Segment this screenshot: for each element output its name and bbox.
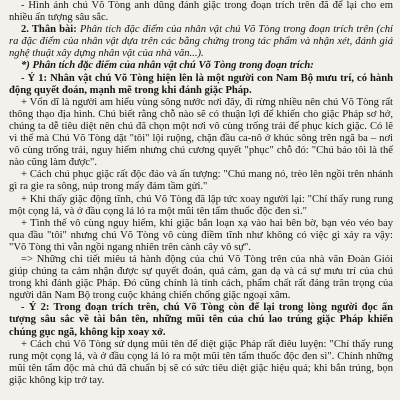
section-label-body: 2. Thân bài: <box>21 24 77 36</box>
section-instruction-body: Phân tích đặc điểm của nhân vật chú Võ Tòng trong đoạn trích trên (chỉ ra đặc điểm của nhân vật dựa trên các bằng chứng trong tác phẩm và nhận xét, đánh giá nghệ thuật xây dựng nhân vật của nhà văn...). <box>9 24 393 60</box>
paragraph-point-1-ambush: + Cách chú phục giặc rất độc đáo và ấn tượng: "Chú mang nó, trèo lên ngồi trên nhánh gì ra gie ra sông, núp trong mấy đám tầm gửi." <box>9 169 393 193</box>
paragraph-point-1-turn: + Khi thấy giặc động tĩnh, chú Võ Tòng đã lập tức xoay người lại: "Chí thấy rung rung một cọng lá, và ở đầu cọng lá ló ra một mũi tên tẩm thuốc độc đen sì." <box>9 193 393 217</box>
paragraph-point-1-terrain: + Vốn dĩ là người am hiểu vùng sông nước nơi đây, đi rừng nhiều nên chú Võ Tòng rất thông thạo địa hình. Chú biết rằng chỗ nào sẽ có thuận lợi để khiến cho giặc Pháp sơ hở, chúng ta dễ tiêu diệt nên chú đã chọn một nơi vô cùng trống trải để phục kích giặc. Có lẽ vì thế mà Chú Võ Tòng dặt "tôi" lội ruộng, chặn đầu ca-nô ở khúc sông trên ngã ba – nơi vô cùng trống trải, nguy hiểm nhưng chú cương quyết "phục" chỗ đó: "Chú bảo tôi là thế nào cũng làm được". <box>9 96 393 169</box>
paragraph-point-1-calm: + Tình thế vô cùng nguy hiểm, khi giặc bắn loạn xạ vào hai bên bờ, bạn véo véo bay qua đầu "tôi" nhưng chú Võ Tòng vô cùng điềm tĩnh như không có việc gì xảy ra vậy: "Võ Tòng thì vẫn ngồi ngang nhiên trên cành cây vô sự". <box>9 217 393 253</box>
paragraph-intro-summary: - Hình ảnh chú Võ Tòng anh dũng đánh giặc trong đoạn trích trên đã để lại cho em nhiều ấn tượng sâu sắc. <box>9 0 393 24</box>
point-2-heading: - Ý 2: Trong đoạn trích trên, chú Võ Tòng còn để lại trong lòng người đọc ấn tượng sâu sắc về tài bắn tên, những mũi tên của chú lao trúng giặc Pháp khiến chúng gục ngã, không kịp xoay xở. <box>9 302 393 338</box>
subheading-character-analysis: *) Phân tích đặc điểm của nhân vật chú Võ Tòng trong đoạn trích: <box>21 60 314 72</box>
paragraph-body-heading <box>9 24 393 60</box>
point-1-heading: - Ý 1: Nhân vật chú Võ Tòng hiện lên là một người con Nam Bộ mưu trí, có hành động quyết đoán, mạnh mẽ trong khi đánh giặc Pháp. <box>9 72 393 96</box>
paragraph-point-2-arrows: + Cách chú Võ Tòng sử dụng mũi tên để diệt giặc Pháp rất điêu luyện: "Chí thấy rung rung một cọng lá, và ở đầu cọng lá ló ra một mũi tên tẩm thuốc độc đen sì". Chính những mũi tên tẩm độc mà chú đã chuẩn bị sẽ có sức tiêu diệt giặc hiệu quả; khi bắn trúng, bọn giặc không kịp trở tay. <box>9 338 393 386</box>
paragraph-point-1-conclusion: => Những chi tiết miêu tả hành động của chú Võ Tòng trên của nhà văn Đoàn Giỏi giúp chúng ta cảm nhận được sự quyết đoán, quả cảm, gan dạ và cả sự mưu trí của chú trong khi đánh giặc Pháp. Đó cũng chính là tính cách, phẩm chất rất đáng trân trọng của người dân Nam Bộ trong cuộc kháng chiến chống giặc ngoại xâm. <box>9 253 393 302</box>
